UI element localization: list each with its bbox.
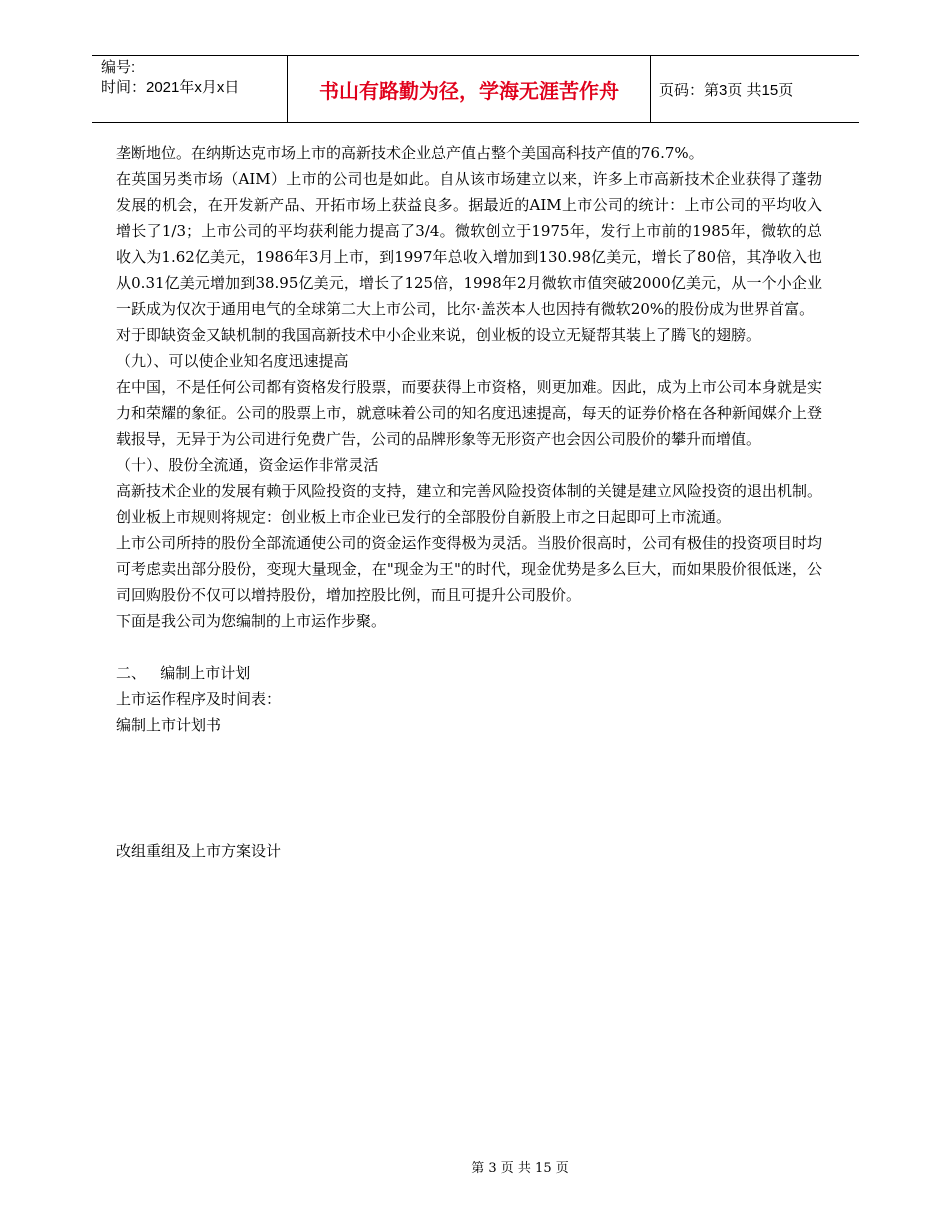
body-paragraph: 对于即缺资金又缺机制的我国高新技术中小企业来说，创业板的设立无疑帮其装上了腾飞的翅膀。 [116, 326, 762, 344]
section-heading-ten: （十）、股份全流通，资金运作非常灵活 [116, 456, 379, 474]
body-line: 上市运作程序及时间表： [116, 690, 282, 708]
header-meta [92, 56, 287, 122]
body-line: 改组重组及上市方案设计 [116, 842, 282, 860]
section-heading-two: 二、 编制上市计划 [116, 664, 251, 682]
header-slogan: 书山有路勤为径，学海无涯苦作舟 [287, 56, 651, 122]
document-body [116, 140, 822, 864]
section-heading-nine: （九）、可以使企业知名度迅速提高 [116, 352, 349, 370]
body-paragraph: 上市公司所持的股份全部流通使公司的资金运作变得极为灵活。当股价很高时，公司有极佳的投资项目时均可考虑卖出部分股份，变现大量现金，在"现金为王"的时代，现金优势是多么巨大，而如果股价很低迷，公司回购股份不仅可以增持股份，增加控股比例，而且可提升公司股价。 [116, 534, 822, 604]
body-line: 编制上市计划书 [116, 716, 222, 734]
body-paragraph: 下面是我公司为您编制的上市运作步聚。 [116, 612, 387, 630]
document-number-label: 编号: [101, 59, 136, 76]
body-paragraph: 高新技术企业的发展有赖于风险投资的支持，建立和完善风险投资体制的关键是建立风险投资的退出机制。创业板上市规则将规定：创业板上市企业已发行的全部股份自新股上市之日起即可上市流通。 [116, 482, 822, 526]
header-page-info: 页码：第3页 共15页 [659, 81, 794, 99]
page-number: 第 3 页 共 15 页 [471, 1161, 569, 1176]
body-paragraph: 在中国，不是任何公司都有资格发行股票，而要获得上市资格，则更加难。因此，成为上市公司本身就是实力和荣耀的象征。公司的股票上市，就意味着公司的知名度迅速提高，每天的证券价格在各种新闻媒介上登载报导，无异于为公司进行免费广告，公司的品牌形象等无形资产也会因公司股价的攀升而增值。 [116, 378, 822, 448]
page-header [92, 55, 859, 123]
page-footer [0, 1157, 950, 1176]
body-paragraph: 在英国另类市场（AIM）上市的公司也是如此。自从该市场建立以来，许多上市高新技术企业获得了蓬勃发展的机会，在开发新产品、开拓市场上获益良多。据最近的AIM上市公司的统计：上市公司的平均收入增长了1/3；上市公司的平均获利能力提高了3/4。微软创立于1975年，发行上市前的1985年，微软的总收入为1.62亿美元，1986年3月上市，到1997年总收入增加到130.98亿美元，增长了80倍，其净收入也从0.31亿美元增加到38.95亿美元，增长了125倍，1998年2月微软市值突破2000亿美元，从一个小企业一跃成为仅次于通用电气的全球第二大上市公司，比尔·盖茨本人也因持有微软20%的股份成为世界首富。 [116, 170, 822, 318]
document-time-label: 时间：2021年x月x日 [101, 79, 240, 96]
body-paragraph: 垄断地位。在纳斯达克市场上市的高新技术企业总产值占整个美国高科技产值的76.7%。 [116, 144, 704, 162]
